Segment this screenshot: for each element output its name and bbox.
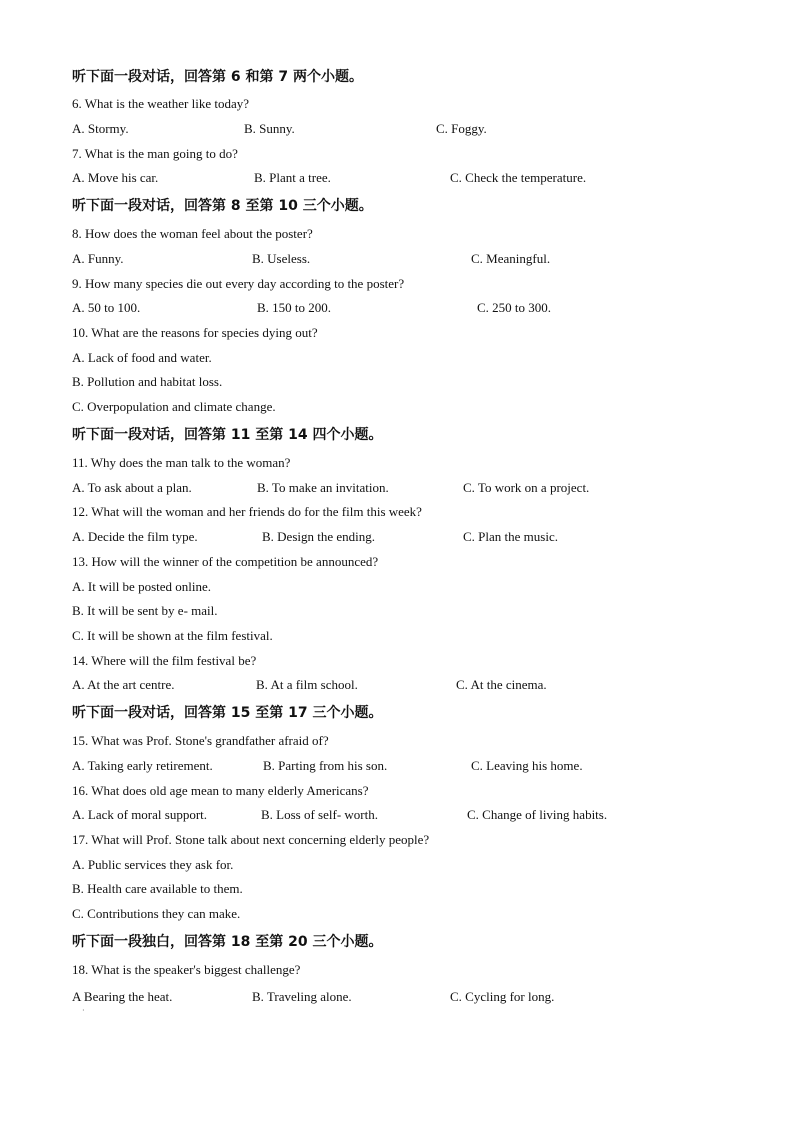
section-heading-1: 听下面一段对话，回答第 6 和第 7 两个小题。 <box>72 69 363 85</box>
question-8-options <box>72 248 734 270</box>
option-b: B. 150 to 200. <box>257 300 332 315</box>
option-c: C. To work on a project. <box>463 480 590 495</box>
option-a: A. Lack of moral support. <box>72 807 208 822</box>
section-heading-3: 听下面一段对话，回答第 11 至第 14 四个小题。 <box>72 427 383 443</box>
option-b: B. Parting from his son. <box>263 758 388 773</box>
option-c: C. Cycling for long. <box>450 989 555 1004</box>
question-10-option-b: B. Pollution and habitat loss. <box>72 374 223 389</box>
option-b: B. Loss of self- worth. <box>261 807 378 822</box>
option-c: C. 250 to 300. <box>477 300 552 315</box>
option-c: C. At the cinema. <box>456 677 547 692</box>
section-heading-2: 听下面一段对话，回答第 8 至第 10 三个小题。 <box>72 198 373 214</box>
question-9-options <box>72 297 734 319</box>
question-8-stem: 8. How does the woman feel about the poster? <box>72 226 313 241</box>
option-a: A. Decide the film type. <box>72 529 198 544</box>
footer-mark: · <box>82 1006 85 1015</box>
question-16-stem: 16. What does old age mean to many elderly Americans? <box>72 783 369 798</box>
option-c: C. Leaving his home. <box>471 758 583 773</box>
question-18-stem: 18. What is the speaker's biggest challenge? <box>72 962 301 977</box>
option-b: B. Plant a tree. <box>254 170 331 185</box>
question-13-option-a: A. It will be posted online. <box>72 579 212 594</box>
question-17-stem: 17. What will Prof. Stone talk about next concerning elderly people? <box>72 832 430 847</box>
option-c: C. Foggy. <box>436 121 487 136</box>
question-13-stem: 13. How will the winner of the competition be announced? <box>72 554 379 569</box>
option-b: B. Sunny. <box>244 121 295 136</box>
question-15-stem: 15. What was Prof. Stone's grandfather afraid of? <box>72 733 329 748</box>
question-13-option-c: C. It will be shown at the film festival. <box>72 628 273 643</box>
section-heading-5: 听下面一段独白，回答第 18 至第 20 三个小题。 <box>72 934 383 950</box>
option-a: A. To ask about a plan. <box>72 480 192 495</box>
question-14-options <box>72 674 734 696</box>
question-17-option-a: A. Public services they ask for. <box>72 857 234 872</box>
option-b: B. Design the ending. <box>262 529 376 544</box>
option-a: A. At the art centre. <box>72 677 175 692</box>
question-12-stem: 12. What will the woman and her friends do for the film this week? <box>72 504 422 519</box>
question-17-option-b: B. Health care available to them. <box>72 881 243 896</box>
question-18-options <box>72 986 734 1008</box>
question-12-options <box>72 526 734 548</box>
option-b: B. At a film school. <box>256 677 358 692</box>
question-11-options <box>72 477 734 499</box>
question-6-options <box>72 118 734 140</box>
option-b: B. Useless. <box>252 251 311 266</box>
question-6-stem: 6. What is the weather like today? <box>72 96 250 111</box>
question-15-options <box>72 755 734 777</box>
question-11-stem: 11. Why does the man talk to the woman? <box>72 455 291 470</box>
question-10-stem: 10. What are the reasons for species dying out? <box>72 325 318 340</box>
question-7-options <box>72 167 734 189</box>
question-10-option-a: A. Lack of food and water. <box>72 350 212 365</box>
question-9-stem: 9. How many species die out every day according to the poster? <box>72 276 405 291</box>
section-heading-4: 听下面一段对话，回答第 15 至第 17 三个小题。 <box>72 705 383 721</box>
question-7-stem: 7. What is the man going to do? <box>72 146 238 161</box>
option-a: A Bearing the heat. <box>72 989 173 1004</box>
question-14-stem: 14. Where will the film festival be? <box>72 653 257 668</box>
option-c: C. Change of living habits. <box>467 807 608 822</box>
option-a: A. Move his car. <box>72 170 159 185</box>
option-b: B. To make an invitation. <box>257 480 389 495</box>
question-10-option-c: C. Overpopulation and climate change. <box>72 399 276 414</box>
option-a: A. Taking early retirement. <box>72 758 213 773</box>
option-c: C. Meaningful. <box>471 251 551 266</box>
question-13-option-b: B. It will be sent by e- mail. <box>72 603 218 618</box>
option-c: C. Plan the music. <box>463 529 558 544</box>
question-16-options <box>72 804 734 826</box>
option-a: A. Funny. <box>72 251 124 266</box>
option-c: C. Check the temperature. <box>450 170 587 185</box>
option-a: A. 50 to 100. <box>72 300 141 315</box>
option-b: B. Traveling alone. <box>252 989 352 1004</box>
option-a: A. Stormy. <box>72 121 129 136</box>
question-17-option-c: C. Contributions they can make. <box>72 906 241 921</box>
